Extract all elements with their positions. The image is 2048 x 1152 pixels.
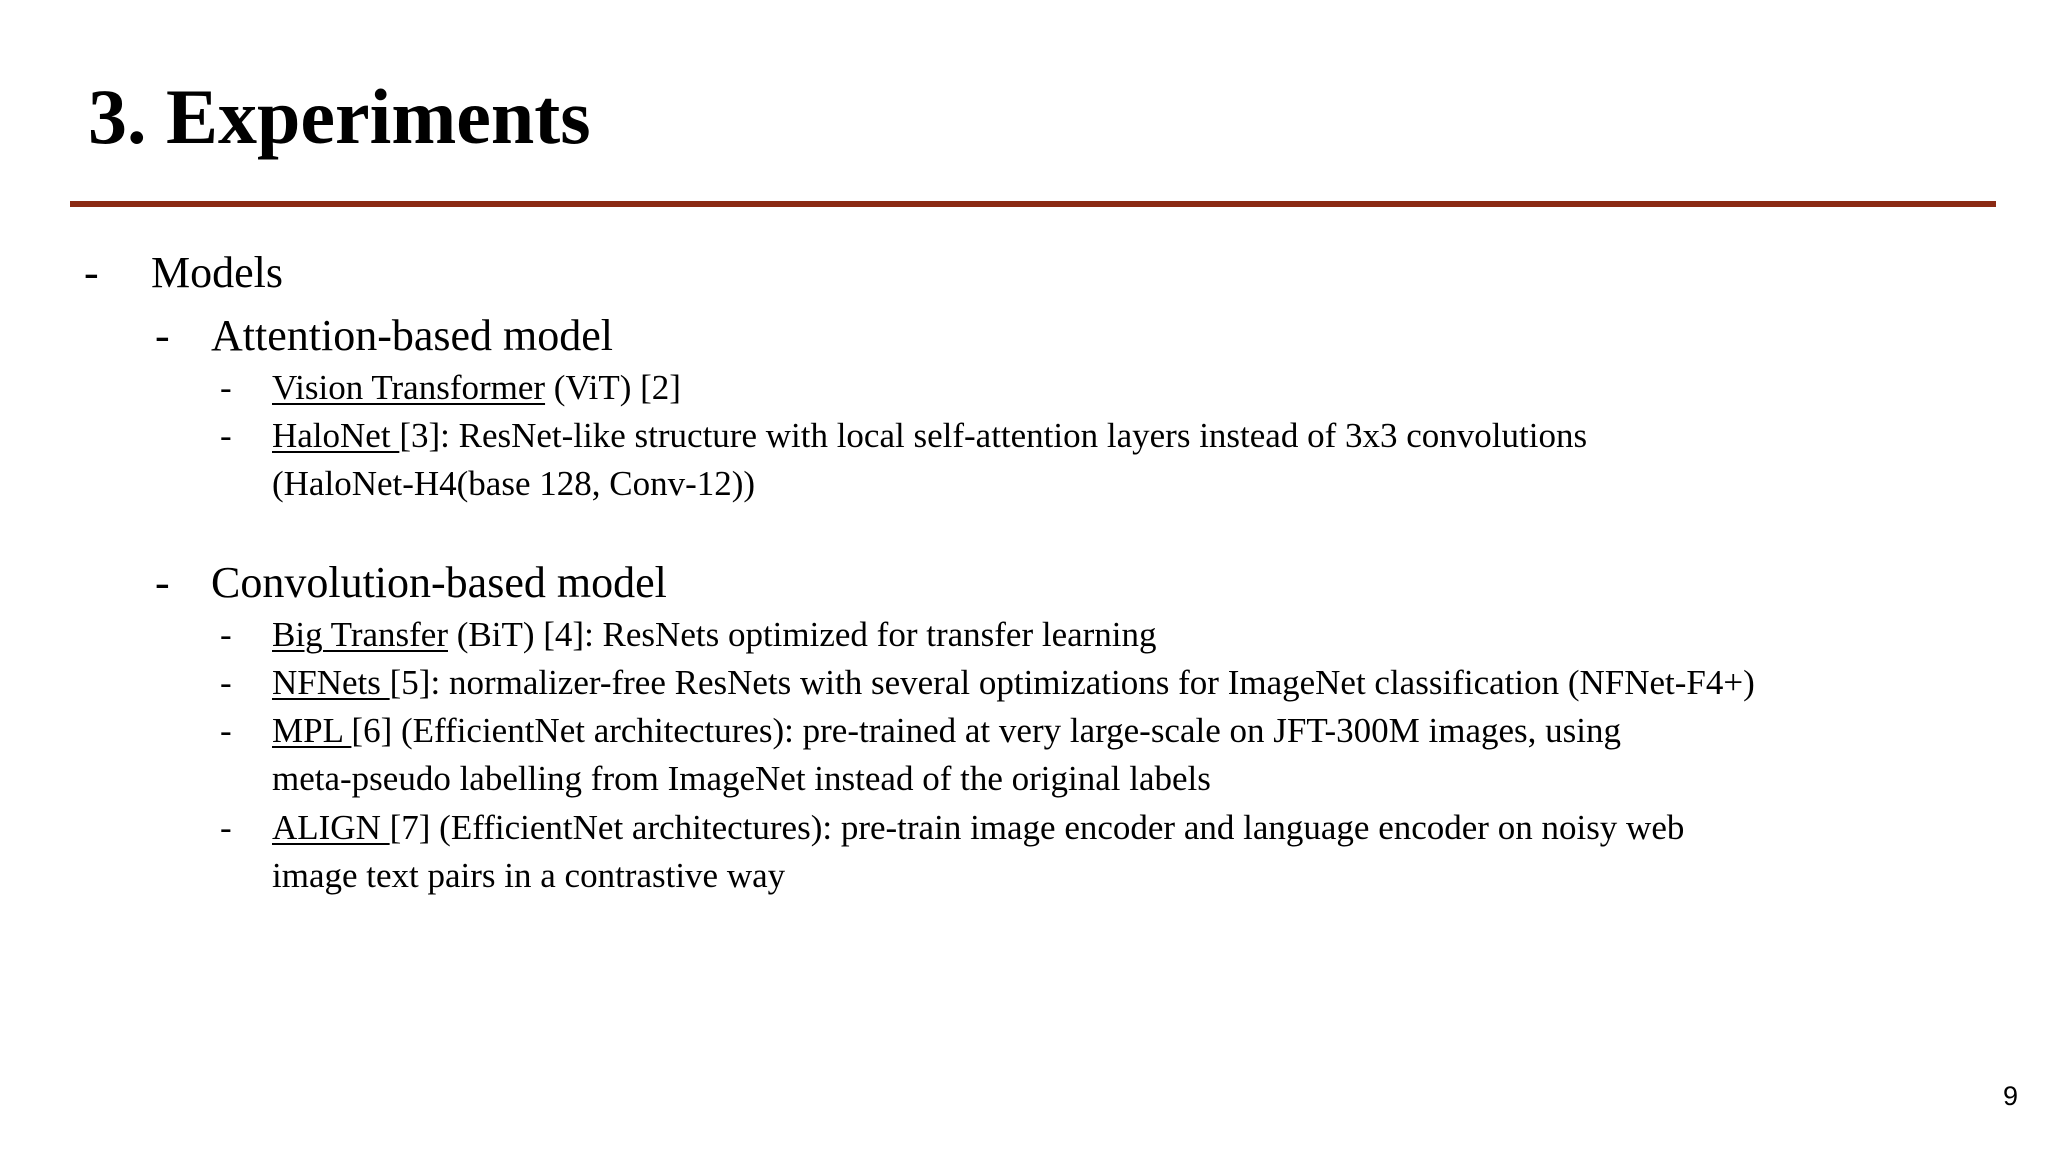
bullet-models: Models xyxy=(151,248,283,297)
bullet-dash: - xyxy=(220,711,232,750)
bullet-halonet-continuation: (HaloNet-H4(base 128, Conv-12)) xyxy=(272,464,756,503)
mpl-link[interactable]: MPL xyxy=(272,711,352,750)
bullet-dash: - xyxy=(155,558,170,607)
bullet-mpl xyxy=(272,713,1621,748)
halonet-link[interactable]: HaloNet xyxy=(272,416,400,455)
bullet-halonet xyxy=(272,418,1587,453)
vit-link[interactable]: Vision Transformer xyxy=(272,368,546,407)
page-number: 9 xyxy=(2002,1081,2018,1111)
bullet-dash: - xyxy=(84,248,99,297)
slide-title: 3. Experiments xyxy=(88,73,591,160)
bullet-dash: - xyxy=(220,416,232,455)
bullet-dash: - xyxy=(220,663,232,702)
bullet-convolution-based-model: Convolution-based model xyxy=(211,558,667,607)
bullet-vit xyxy=(272,370,681,405)
bullet-attention-based-model: Attention-based model xyxy=(211,311,614,360)
align-link[interactable]: ALIGN xyxy=(272,808,390,847)
bullet-dash: - xyxy=(220,615,232,654)
nfnets-link[interactable]: NFNets xyxy=(272,663,390,702)
bullet-bit xyxy=(272,617,1157,652)
align-text: [7] (EfficientNet architectures): pre-train image encoder and language encoder on noisy web xyxy=(389,808,1685,847)
bullet-align-continuation: image text pairs in a contrastive way xyxy=(272,856,786,895)
bit-link[interactable]: Big Transfer xyxy=(272,615,448,654)
bullet-dash: - xyxy=(220,368,232,407)
vit-text: (ViT) [2] xyxy=(545,368,681,407)
bit-text: (BiT) [4]: ResNets optimized for transfer learning xyxy=(448,615,1157,654)
bullet-mpl-continuation: meta-pseudo labelling from ImageNet instead of the original labels xyxy=(272,759,1211,798)
mpl-text: [6] (EfficientNet architectures): pre-trained at very large-scale on JFT-300M images, using xyxy=(351,711,1622,750)
bullet-nfnets xyxy=(272,665,1755,700)
nfnets-text: [5]: normalizer-free ResNets with several optimizations for ImageNet classification (NFNet-F4+) xyxy=(389,663,1755,702)
halonet-text: [3]: ResNet-like structure with local self-attention layers instead of 3x3 convolutions xyxy=(399,416,1588,455)
bullet-dash: - xyxy=(155,311,170,360)
bullet-dash: - xyxy=(220,808,232,847)
bullet-align xyxy=(272,810,1684,845)
